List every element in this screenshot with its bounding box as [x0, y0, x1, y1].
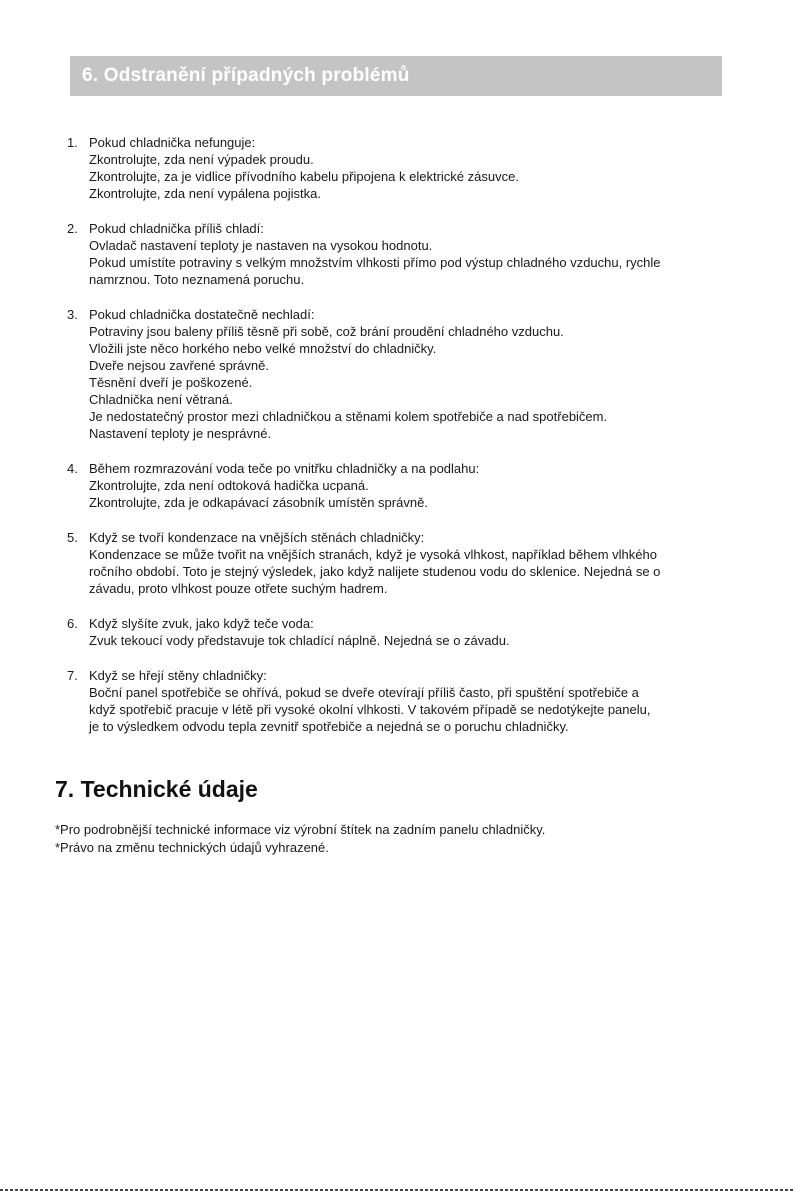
- technical-note: *Pro podrobnější technické informace viz výrobní štítek na zadním panelu chladničky.: [55, 822, 546, 837]
- item-text: Boční panel spotřebiče se ohřívá, pokud se dveře otevírají příliš často, při spuštění spotřebiče a: [89, 685, 639, 700]
- technical-notes: [55, 821, 545, 857]
- troubleshooting-item-5: [67, 529, 732, 597]
- item-number: 1.: [67, 135, 78, 150]
- item-text: Těsnění dveří je poškozené.: [89, 375, 253, 390]
- item-number: 5.: [67, 530, 78, 545]
- item-text: je to výsledkem odvodu tepla zevnitř spotřebiče a nejedná se o poruchu chladničky.: [89, 719, 569, 734]
- troubleshooting-item-2: [67, 220, 732, 288]
- item-text: Vložili jste něco horkého nebo velké množství do chladničky.: [89, 341, 437, 356]
- item-number: 2.: [67, 221, 78, 236]
- item-heading: Když slyšíte zvuk, jako když teče voda:: [89, 616, 314, 631]
- section-6-title: 6. Odstranění případných problémů: [82, 65, 410, 86]
- item-text: Je nedostatečný prostor mezi chladničkou a stěnami kolem spotřebiče a nad spotřebičem.: [89, 409, 608, 424]
- troubleshooting-item-1: [67, 134, 732, 202]
- troubleshooting-item-6: [67, 615, 732, 649]
- item-heading: Pokud chladnička příliš chladí:: [89, 221, 264, 236]
- item-heading: Pokud chladnička dostatečně nechladí:: [89, 307, 315, 322]
- item-text: Chladnička není větraná.: [89, 392, 233, 407]
- item-text: Kondenzace se může tvořit na vnějších stranách, když je vysoká vlhkost, například během vlhkého: [89, 547, 657, 562]
- item-text: ročního období. Toto je stejný výsledek, jako když nalijete studenou vodu do sklenice. Nejedná se o: [89, 564, 661, 579]
- item-heading: Pokud chladnička nefunguje:: [89, 135, 256, 150]
- item-text: Potraviny jsou baleny příliš těsně při sobě, což brání proudění chladného vzduchu.: [89, 324, 564, 339]
- item-text: Zkontrolujte, za je vidlice přívodního kabelu připojena k elektrické zásuvce.: [89, 169, 519, 184]
- item-text: Zvuk tekoucí vody představuje tok chladící náplně. Nejedná se o závadu.: [89, 633, 510, 648]
- item-heading: Během rozmrazování voda teče po vnitřku chladničky a na podlahu:: [89, 461, 480, 476]
- technical-note: *Právo na změnu technických údajů vyhrazené.: [55, 840, 329, 855]
- item-text: Zkontrolujte, zda není vypálena pojistka.: [89, 186, 321, 201]
- item-text: Ovladač nastavení teploty je nastaven na vysokou hodnotu.: [89, 238, 433, 253]
- troubleshooting-item-7: [67, 667, 732, 735]
- item-text: namrznou. Toto neznamená poruchu.: [89, 272, 305, 287]
- item-text: Pokud umístíte potraviny s velkým množstvím vlhkosti přímo pod výstup chladného vzduchu, rychle: [89, 255, 661, 270]
- item-heading: Když se tvoří kondenzace na vnějších stěnách chladničky:: [89, 530, 425, 545]
- item-text: Zkontrolujte, zda není odtoková hadička ucpaná.: [89, 478, 369, 493]
- item-number: 4.: [67, 461, 78, 476]
- item-text: závadu, proto vlhkost pouze otřete suchým hadrem.: [89, 581, 388, 596]
- item-text: Dveře nejsou zavřené správně.: [89, 358, 269, 373]
- item-text: když spotřebič pracuje v létě při vysoké okolní vlhkosti. V takovém případě se nedotýkejte panelu,: [89, 702, 651, 717]
- troubleshooting-item-4: [67, 460, 732, 511]
- item-text: Zkontrolujte, zda není výpadek proudu.: [89, 152, 314, 167]
- item-number: 6.: [67, 616, 78, 631]
- item-number: 7.: [67, 668, 78, 683]
- item-text: Nastavení teploty je nesprávné.: [89, 426, 272, 441]
- item-text: Zkontrolujte, zda je odkapávací zásobník umístěn správně.: [89, 495, 428, 510]
- section-7-title: 7. Technické údaje: [55, 776, 258, 802]
- item-number: 3.: [67, 307, 78, 322]
- item-heading: Když se hřejí stěny chladničky:: [89, 668, 267, 683]
- section-6-header-banner: [70, 56, 722, 96]
- troubleshooting-list: [67, 134, 732, 753]
- troubleshooting-item-3: [67, 306, 732, 442]
